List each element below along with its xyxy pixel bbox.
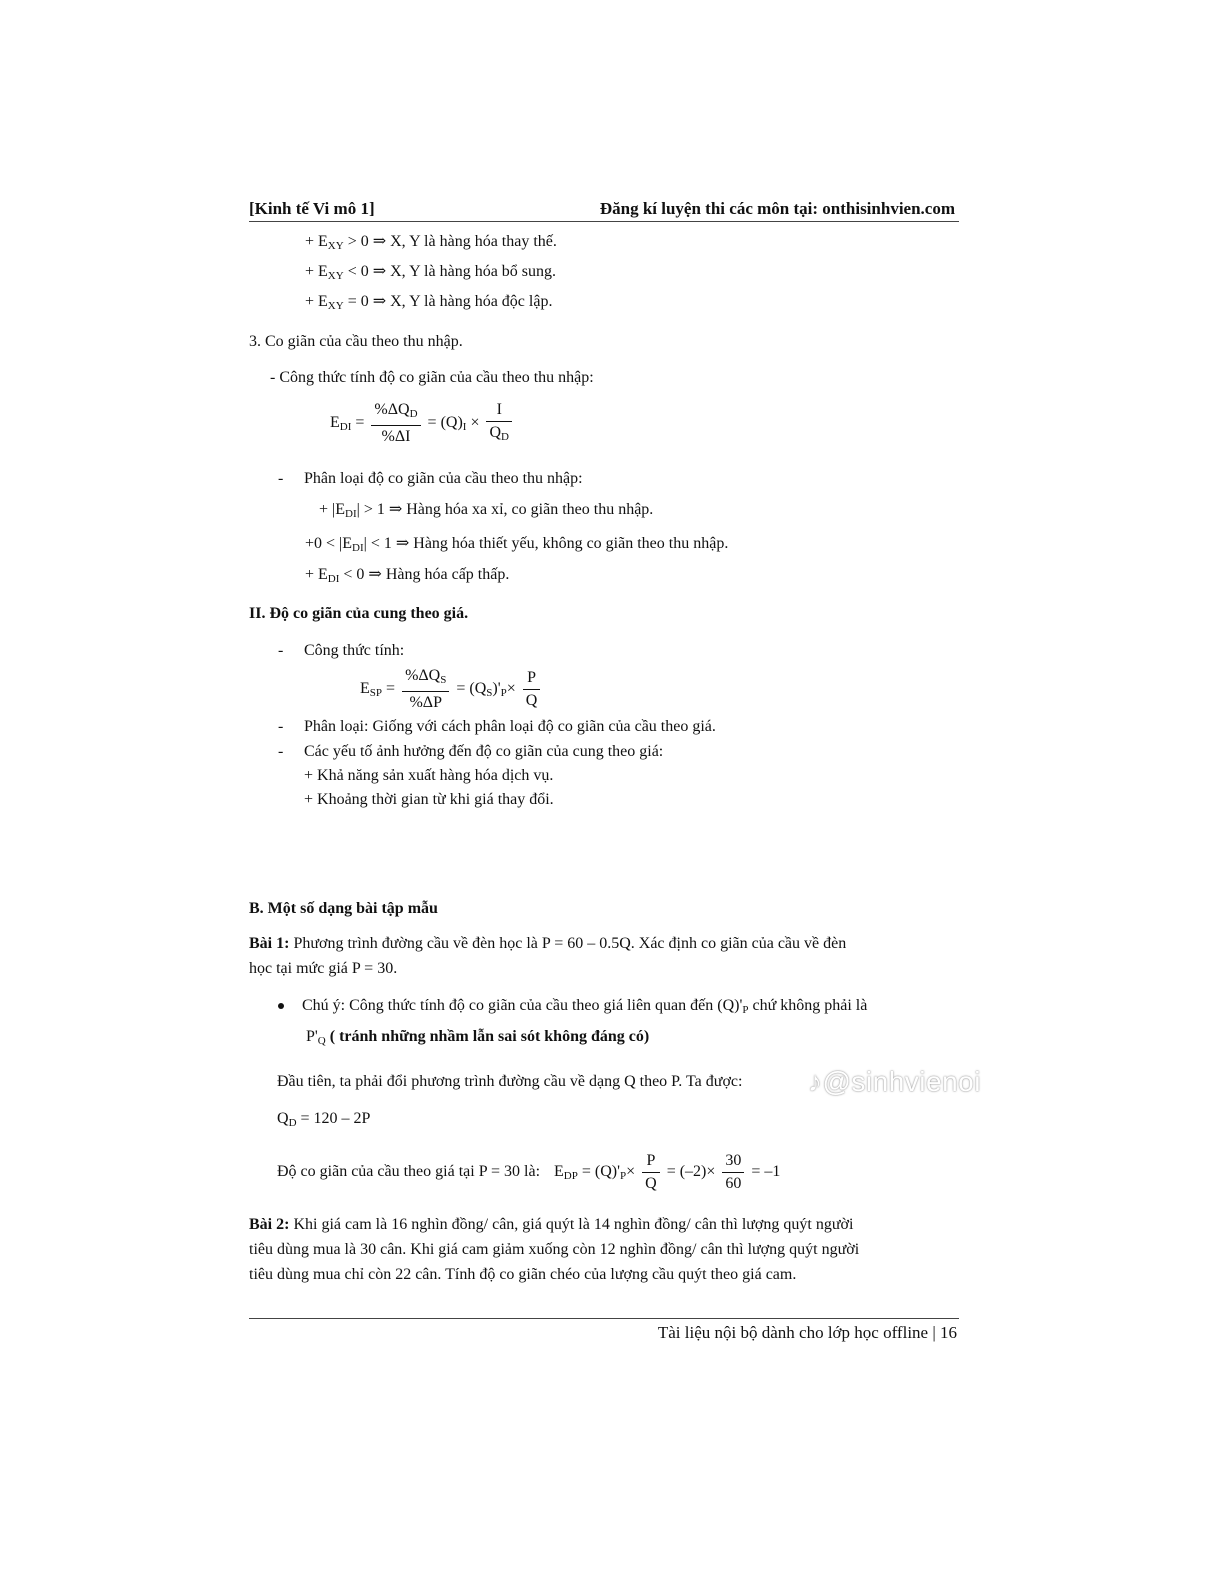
income-fraction-2: $\frac{I}{Q_D}$ bbox=[486, 400, 512, 447]
result-fraction-1: $\frac{P}{Q}$ bbox=[642, 1151, 660, 1194]
income-class-3: + $E_{DI} < 0$ ⇒ Hàng hóa cấp thấp. bbox=[305, 566, 510, 585]
footer-rule bbox=[249, 1318, 959, 1319]
supply-fraction-1: $\frac{\%\Delta Q_S}{\%\Delta P}$ bbox=[402, 666, 449, 713]
bai1-line-2: học tại mức giá P = 30. bbox=[249, 960, 398, 977]
supply-factors-intro: - Các yếu tố ảnh hưởng đến độ co giãn của cung theo giá: bbox=[278, 743, 664, 760]
supply-heading: II. Độ co giãn của cung theo giá. bbox=[249, 605, 469, 622]
cross-line-3: + $E_{XY} = 0$ ⇒ X, Y là hàng hóa độc lập. bbox=[305, 293, 553, 312]
income-heading: 3. Co giãn của cầu theo thu nhập. bbox=[249, 333, 463, 350]
section-b-heading: B. Một số dạng bài tập mẫu bbox=[249, 900, 438, 917]
bai1-note-2: $P'_Q$ ( tránh những nhầm lẫn sai sót không đáng có) bbox=[306, 1028, 650, 1047]
bai2-line-2: tiêu dùng mua là 30 cân. Khi giá cam giảm xuống còn 12 nghìn đồng/ cân thì lượng quýt người bbox=[249, 1241, 860, 1258]
bai1-equation: $Q_D = 120 - 2P$ bbox=[277, 1110, 371, 1129]
result-fraction-2: $\frac{30}{60}$ bbox=[722, 1151, 744, 1194]
bullet-dot bbox=[278, 1003, 284, 1009]
income-formula: $E_{DI}$ = $\frac{\%\Delta Q_D}{\%\Delta I}$ = $(Q)_I$ × $\frac{I}{Q_D}$ bbox=[330, 400, 515, 447]
income-class-1: + $|E_{DI}| > 1$ ⇒ Hàng hóa xa xỉ, co giãn theo thu nhập. bbox=[319, 501, 654, 520]
cross-line-2: + $E_{XY} < 0$ ⇒ X, Y là hàng hóa bổ sung. bbox=[305, 263, 557, 282]
supply-class-line: - Phân loại: Giống với cách phân loại độ co giãn của cầu theo giá. bbox=[278, 718, 716, 735]
header-left-title: [Kinh tế Vi mô 1] bbox=[249, 199, 375, 218]
bai2-line-3: tiêu dùng mua chỉ còn 22 cân. Tính độ co giãn chéo của lượng cầu quýt theo giá cam. bbox=[249, 1266, 797, 1283]
income-class-intro: - Phân loại độ co giãn của cầu theo thu nhập: bbox=[278, 470, 583, 487]
income-class-2: $+0 < |E_{DI}| < 1$ ⇒ Hàng hóa thiết yếu, không co giãn theo thu nhập. bbox=[305, 535, 729, 554]
supply-factor-2: + Khoảng thời gian từ khi giá thay đổi. bbox=[304, 791, 554, 808]
footer-text: Tài liệu nội bộ dành cho lớp học offline | 16 bbox=[657, 1323, 957, 1342]
watermark: ♪@sinhvienoi bbox=[808, 1066, 981, 1097]
supply-factor-1: + Khả năng sản xuất hàng hóa dịch vụ. bbox=[304, 767, 554, 784]
bai1-note: Chú ý: Công thức tính độ co giãn của cầu theo giá liên quan đến $(Q)'_P$ chứ không phải là bbox=[278, 997, 867, 1016]
income-formula-intro: - Công thức tính độ co giãn của cầu theo thu nhập: bbox=[270, 369, 594, 386]
income-fraction-1: $\frac{\%\Delta Q_D}{\%\Delta I}$ bbox=[371, 400, 420, 447]
bai2-line-1: Bài 2: Khi giá cam là 16 nghìn đồng/ cân, giá quýt là 14 nghìn đồng/ cân thì lượng quýt người bbox=[249, 1216, 854, 1233]
supply-formula: $E_{SP}$ = $\frac{\%\Delta Q_S}{\%\Delta P}$ = $(Q_S)'_P\times$ $\frac{P}{Q}$ bbox=[360, 666, 543, 713]
cross-line-1: + $E_{XY} > 0$ ⇒ X, Y là hàng hóa thay thế. bbox=[305, 233, 557, 252]
header-right-title: Đăng kí luyện thi các môn tại: onthisinhvien.com bbox=[599, 199, 955, 218]
supply-formula-intro: - Công thức tính: bbox=[278, 642, 405, 659]
bai1-line-1: Bài 1: Phương trình đường cầu về đèn học là P = 60 – 0.5Q. Xác định co giãn của cầu về đèn bbox=[249, 935, 847, 952]
header-rule bbox=[249, 221, 959, 222]
bai1-result: Độ co giãn của cầu theo giá tại P = 30 là: $E_{DP} = (Q)'_P\times$ $\frac{P}{Q}$ = (–2)× $\frac{30}{60}$ = –1 bbox=[277, 1152, 781, 1192]
supply-fraction-2: $\frac{P}{Q}$ bbox=[523, 668, 541, 711]
bai1-step1: Đầu tiên, ta phải đổi phương trình đường cầu về dạng Q theo P. Ta được: bbox=[277, 1073, 743, 1090]
